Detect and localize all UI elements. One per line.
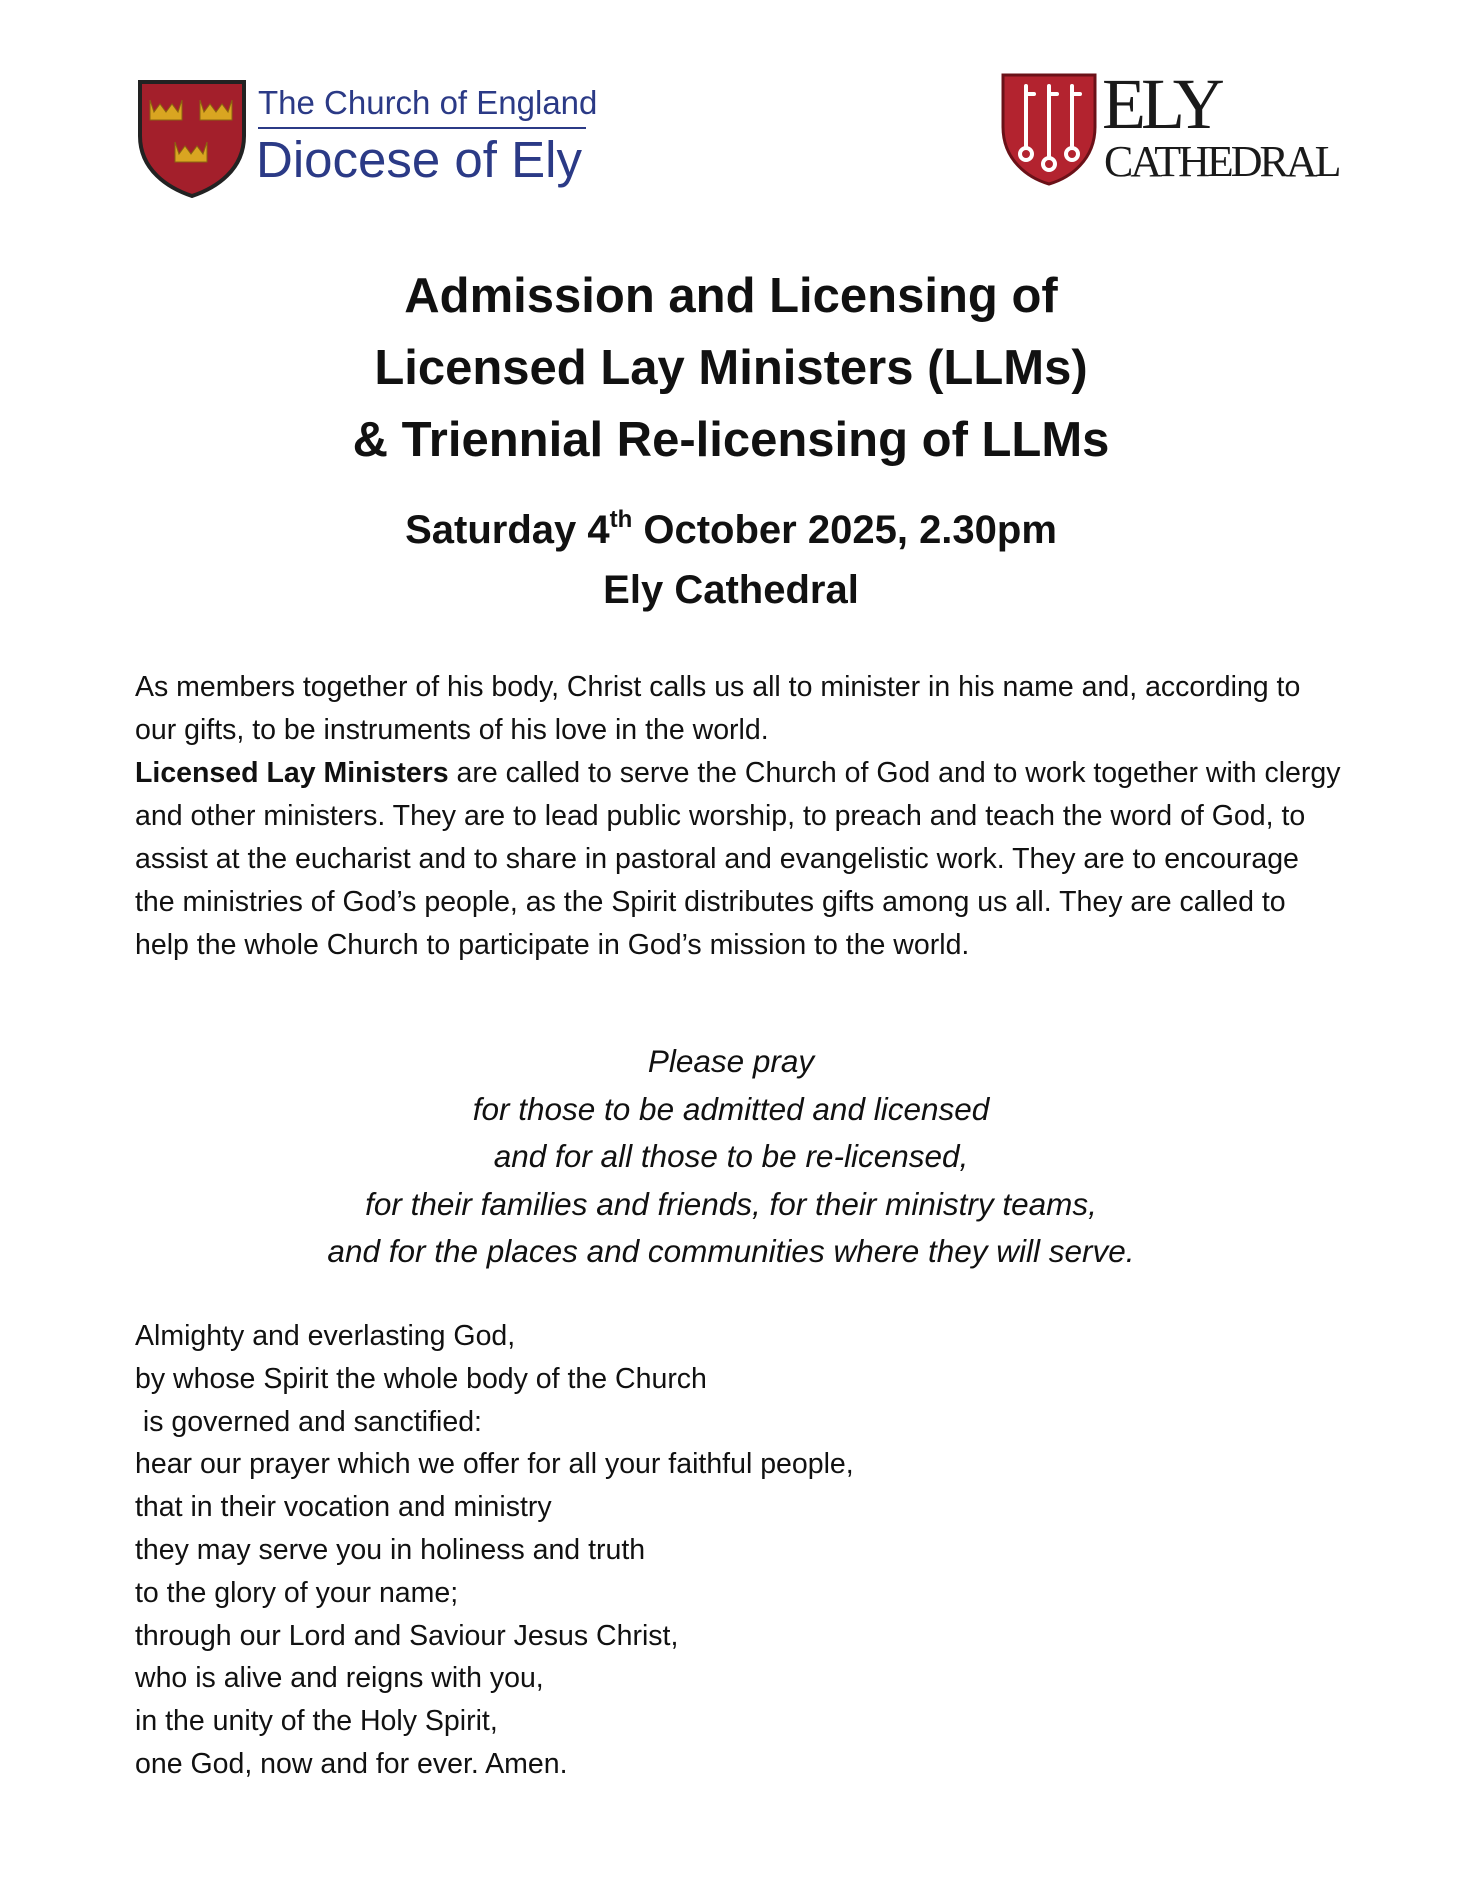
event-venue: Ely Cathedral (603, 568, 859, 612)
three-crowns-shield-icon (136, 78, 248, 198)
collect-line: that in their vocation and ministry (135, 1491, 552, 1524)
prayer-line: and for all those to be re-licensed, (493, 1138, 969, 1174)
llm-description: are called to serve the Church of God and to work together with clergy and other ministers. They are to lead public worship, to preach and teach the word of God, to assist at the eucharist and to share in pastoral and evangelistic work. They are to encourage the ministries of God’s people, as the Spirit distributes gifts among us all. They are called to help the whole Church to participate in God’s mission to the world. (135, 757, 1341, 961)
three-keys-shield-icon (1000, 72, 1098, 187)
collect-line: through our Lord and Saviour Jesus Christ, (135, 1619, 679, 1652)
collect-line: Almighty and everlasting God, (135, 1320, 516, 1352)
llm-emphasis: Licensed Lay Ministers (135, 757, 449, 789)
collect-line: one God, now and for ever. Amen. (135, 1747, 568, 1780)
page-title (0, 260, 1462, 476)
logo-divider (258, 127, 586, 129)
intro-text (135, 666, 1345, 967)
collect-line: who is alive and reigns with you, (135, 1662, 544, 1695)
title-line: & Triennial Re-licensing of LLMs (352, 413, 1110, 467)
collect-line: hear our prayer which we offer for all your faithful people, (135, 1448, 854, 1481)
collect-line: is governed and sanctified: (135, 1405, 482, 1438)
collect-line: by whose Spirit the whole body of the Church (135, 1362, 707, 1395)
collect-prayer (135, 1315, 1335, 1786)
event-date (0, 500, 1462, 560)
prayer-line: and for the places and communities where they will serve. (327, 1233, 1135, 1269)
prayer-line: for those to be admitted and licensed (472, 1090, 990, 1127)
prayer-intentions (0, 1038, 1462, 1276)
prayer-line: for their families and friends, for their ministry teams, (365, 1185, 1097, 1222)
ely-wordmark: ELY (1102, 64, 1220, 144)
collect-line: to the glory of your name; (135, 1576, 459, 1609)
collect-line: in the unity of the Holy Spirit, (135, 1705, 498, 1738)
ely-cathedral-logo (1000, 64, 1360, 192)
title-line: Admission and Licensing of (404, 269, 1058, 323)
title-line: Licensed Lay Ministers (LLMs) (374, 341, 1088, 395)
church-of-england-label: The Church of England (258, 84, 598, 121)
date-suffix: October 2025, 2.30pm (632, 508, 1057, 552)
intro-paragraph: As members together of his body, Christ calls us all to minister in his name and, according to our gifts, to be instruments of his love in the world. (135, 671, 1301, 746)
cathedral-wordmark: CATHEDRAL (1104, 137, 1339, 186)
collect-line: they may serve you in holiness and truth (135, 1533, 646, 1566)
date-prefix: Saturday 4 (405, 508, 610, 552)
diocese-of-ely-label: Diocese of Ely (256, 131, 582, 188)
event-details (0, 500, 1462, 620)
prayer-line: Please pray (647, 1043, 815, 1079)
diocese-of-ely-logo (136, 78, 596, 198)
intro-paragraph (135, 752, 1345, 967)
date-ordinal: th (609, 506, 633, 533)
